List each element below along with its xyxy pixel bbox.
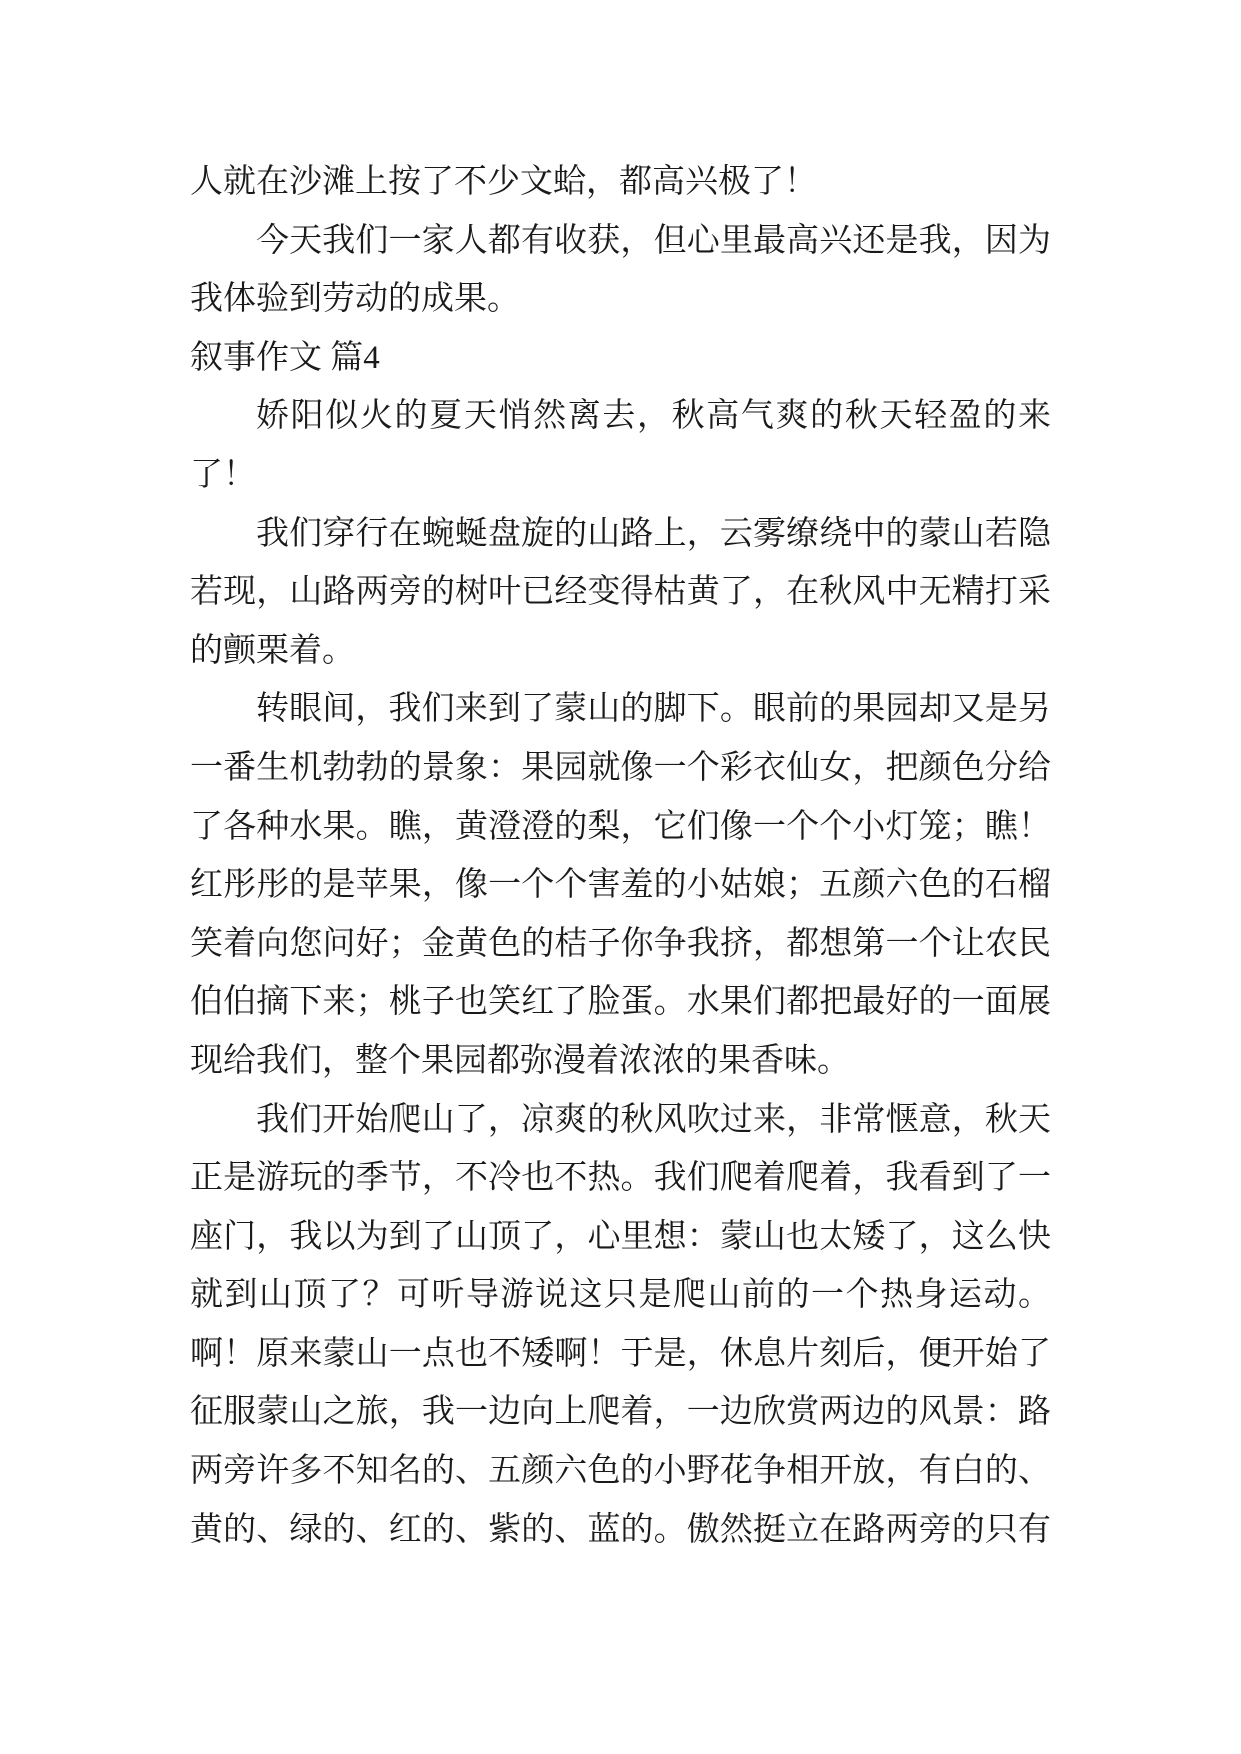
paragraph-line: 娇阳似火的夏天悄然离去，秋高气爽的秋天轻盈的来 — [256, 398, 1051, 435]
paragraph-line: 现给我们，整个果园都弥漫着浓浓的果香味。 — [190, 1042, 850, 1079]
paragraph-line: 一番生机勃勃的景象：果园就像一个彩衣仙女，把颜色分给 — [190, 749, 1051, 786]
paragraph-line: 黄的、绿的、红的、紫的、蓝的。傲然挺立在路两旁的只有 — [190, 1511, 1051, 1548]
paragraph-line: 座门，我以为到了山顶了，心里想：蒙山也太矮了，这么快 — [190, 1218, 1051, 1255]
paragraph-line: 今天我们一家人都有收获，但心里最高兴还是我，因为 — [256, 222, 1051, 259]
paragraph-line: 正是游玩的季节，不冷也不热。我们爬着爬着，我看到了一 — [190, 1160, 1051, 1197]
paragraph-line: 了！ — [190, 456, 256, 493]
paragraph-line: 了各种水果。瞧，黄澄澄的梨，它们像一个个小灯笼；瞧！ — [190, 808, 1051, 845]
paragraph-line: 两旁许多不知名的、五颜六色的小野花争相开放，有白的、 — [190, 1453, 1051, 1490]
paragraph-line: 我们穿行在蜿蜒盘旋的山路上，云雾缭绕中的蒙山若隐 — [256, 515, 1051, 552]
document-body — [190, 153, 1051, 1559]
paragraph-line: 红彤彤的是苹果，像一个个害羞的小姑娘；五颜六色的石榴 — [190, 867, 1051, 904]
paragraph-line: 征服蒙山之旅，我一边向上爬着，一边欣赏两边的风景：路 — [190, 1394, 1051, 1431]
paragraph-line: 我们开始爬山了，凉爽的秋风吹过来，非常惬意，秋天 — [256, 1101, 1051, 1138]
paragraph-line: 我体验到劳动的成果。 — [190, 281, 520, 318]
paragraph-line: 若现，山路两旁的树叶已经变得枯黄了，在秋风中无精打采 — [190, 574, 1051, 611]
section-heading: 叙事作文 篇4 — [190, 339, 380, 376]
paragraph-line: 就到山顶了？可听导游说这只是爬山前的一个热身运动。 — [190, 1277, 1051, 1314]
paragraph-line: 人就在沙滩上按了不少文蛤，都高兴极了！ — [190, 164, 817, 200]
paragraph-line: 笑着向您问好；金黄色的桔子你争我挤，都想第一个让农民 — [190, 925, 1051, 962]
paragraph-line: 伯伯摘下来；桃子也笑红了脸蛋。水果们都把最好的一面展 — [190, 984, 1051, 1021]
paragraph-line: 啊！原来蒙山一点也不矮啊！于是，休息片刻后，便开始了 — [190, 1335, 1051, 1372]
paragraph-line: 转眼间，我们来到了蒙山的脚下。眼前的果园却又是另 — [256, 691, 1051, 728]
paragraph-line: 的颤栗着。 — [190, 632, 355, 669]
